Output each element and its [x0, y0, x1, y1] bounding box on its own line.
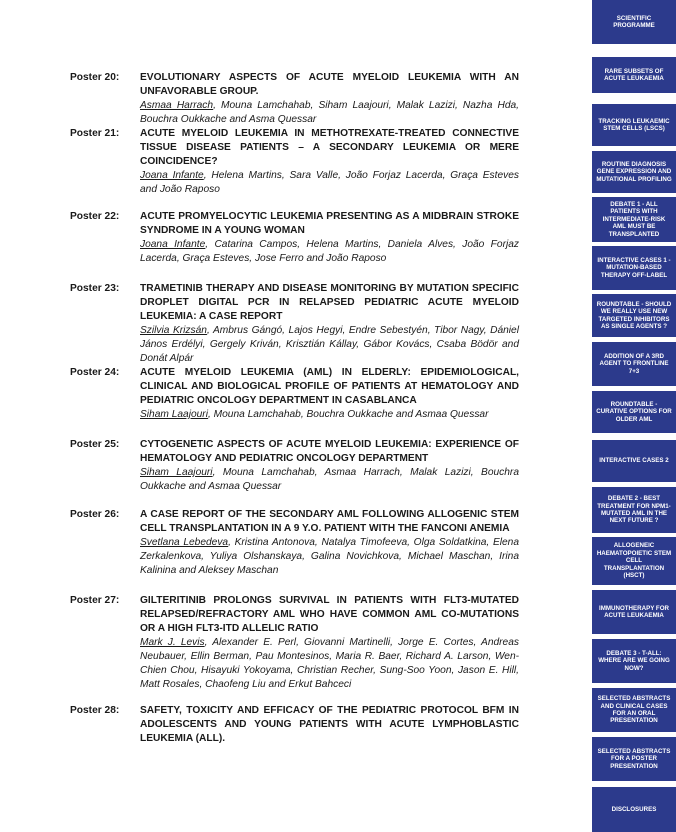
poster-title: A CASE REPORT OF THE SECONDARY AML FOLLOWING ALLOGENIC STEM CELL TRANSPLANTATION IN A 9 Y.O. PATIENT WITH THE FANCONI ANEMIA [140, 509, 519, 534]
presenting-author: Joana Infante [140, 239, 206, 250]
poster-number: Poster 20: [70, 72, 120, 83]
nav-disclosures[interactable]: DISCLOSURES [592, 787, 676, 832]
poster-number: Poster 21: [70, 128, 120, 139]
co-authors: , Helena Martins, Sara Valle, João Forjaz Lacerda, Graça Esteves and João Raposo [140, 170, 519, 195]
presenting-author: Siham Laajouri [140, 467, 213, 478]
poster-authors [140, 636, 519, 692]
poster-body [140, 704, 519, 746]
poster-title: EVOLUTIONARY ASPECTS OF ACUTE MYELOID LEUKEMIA WITH AN UNFAVORABLE GROUP. [140, 72, 519, 97]
co-authors: , Ambrus Gángó, Lajos Hegyi, Endre Sebestyén, Tibor Nagy, Dániel János Erdélyi, Gergely Kriván, Krisztián Kállay, Gábor Kovács, Csaba Bödör and Donát Alpár [140, 325, 519, 364]
poster-number: Poster 23: [70, 283, 120, 294]
co-authors: , Alexander E. Perl, Giovanni Martinelli, Jorge E. Cortes, Andreas Neubauer, Ellin Berman, Pau Montesinos, Maria R. Baer, Richard A. Larson, Wen-Chien Chou, Hisayuki Yokoyama, Christian Recher, Sung-Soo Yoon, Jason E. Hill, Matt Rosales, Chaofeng Liu and Erkut Bahceci [140, 637, 519, 690]
nav-tracking-lscs[interactable]: TRACKING LEUKAEMIC STEM CELLS (LSCS) [592, 104, 676, 146]
co-authors: , Mouna Lamchahab, Siham Laajouri, Malak Lazizi, Nazha Hda, Bouchra Oukkache and Asma Quessar [140, 100, 519, 125]
poster-number: Poster 28: [70, 705, 120, 716]
poster-title: CYTOGENETIC ASPECTS OF ACUTE MYELOID LEUKEMIA: EXPERIENCE OF HEMATOLOGY AND PEDIATRIC ONCOLOGY DEPARTMENT [140, 439, 519, 464]
nav-roundtable-targeted-inhibitors[interactable]: ROUNDTABLE - SHOULD WE REALLY USE NEW TARGETED INHIBITORS AS SINGLE AGENTS ? [592, 294, 676, 337]
poster-title: ACUTE PROMYELOCYTIC LEUKEMIA PRESENTING AS A MIDBRAIN STROKE SYNDROME IN A YOUNG WOMAN [140, 211, 519, 236]
poster-authors [140, 169, 519, 197]
sidebar-nav [592, 0, 676, 832]
co-authors: , Mouna Lamchahab, Bouchra Oukkache and Asmaa Quessar [207, 409, 489, 420]
nav-interactive-cases-2[interactable]: INTERACTIVE CASES 2 [592, 440, 676, 482]
poster-title: SAFETY, TOXICITY AND EFFICACY OF THE PEDIATRIC PROTOCOL BFM IN ADOLESCENTS AND YOUNG PATIENTS WITH ACUTE LYMPHOBLASTIC LEUKEMIA (ALL). [140, 705, 519, 744]
poster-number: Poster 24: [70, 367, 120, 378]
nav-debate-1[interactable]: DEBATE 1 - ALL PATIENTS WITH INTERMEDIATE-RISK AML MUST BE TRANSPLANTED [592, 197, 676, 242]
poster-body [140, 438, 519, 494]
poster-body [140, 366, 519, 422]
co-authors: , Mouna Lamchahab, Asmaa Harrach, Malak Lazizi, Bouchra Oukkache and Asmaa Quessar [140, 467, 519, 492]
nav-oral-presentation-abstracts[interactable]: SELECTED ABSTRACTS AND CLINICAL CASES FOR AN ORAL PRESENTATION [592, 688, 676, 732]
poster-title: ACUTE MYELOID LEUKEMIA (AML) IN ELDERLY: EPIDEMIOLOGICAL, CLINICAL AND BIOLOGICAL PROFILE OF PATIENTS AT HEMATOLOGY AND PEDIATRIC ONCOLOGY DEPARTMENT IN CASABLANCA [140, 367, 519, 406]
poster-title: GILTERITINIB PROLONGS SURVIVAL IN PATIENTS WITH FLT3-MUTATED RELAPSED/REFRACTORY AML WHO HAVE COMMON AML CO-MUTATIONS OR A HIGH FLT3-ITD ALLELIC RATIO [140, 595, 519, 634]
poster-number: Poster 27: [70, 595, 120, 606]
presenting-author: Siham Laajouri [140, 409, 208, 420]
presenting-author: Asmaa Harrach [140, 100, 214, 111]
presenting-author: Szilvia Krizsán [140, 325, 207, 336]
presenting-author: Mark J. Levis [140, 637, 205, 648]
poster-body [140, 127, 519, 197]
poster-authors [140, 536, 519, 578]
poster-authors [140, 408, 519, 422]
poster-authors [140, 238, 519, 266]
co-authors: , Kristina Antonova, Natalya Timofeeva, Olga Soldatkina, Elena Zerkalenkova, Yuliya Olshanskaya, Galina Novichkova, Michael Maschan, Irina Kalinina and Aleksey Maschan [140, 537, 520, 576]
nav-poster-presentation-abstracts[interactable]: SELECTED ABSTRACTS FOR A POSTER PRESENTATION [592, 737, 676, 781]
nav-debate-2[interactable]: DEBATE 2 - BEST TREATMENT FOR NPM1-MUTATED AML IN THE NEXT FUTURE ? [592, 487, 676, 533]
nav-routine-diagnosis[interactable]: ROUTINE DIAGNOSIS GENE EXPRESSION AND MUTATIONAL PROFILING [592, 151, 676, 193]
nav-allogeneic-hsct[interactable]: ALLOGENEIC HAEMATOPOIETIC STEM CELL TRANSPLANTATION (HSCT) [592, 537, 676, 585]
poster-authors [140, 99, 519, 127]
poster-number: Poster 26: [70, 509, 120, 520]
poster-number: Poster 22: [70, 211, 120, 222]
poster-body [140, 282, 519, 366]
poster-number: Poster 25: [70, 439, 120, 450]
poster-body [140, 71, 519, 127]
poster-authors [140, 324, 519, 366]
poster-body [140, 594, 519, 692]
nav-interactive-cases-1[interactable]: INTERACTIVE CASES 1 - MUTATION-BASED THERAPY OFF-LABEL [592, 246, 676, 290]
nav-third-agent-frontline[interactable]: ADDITION OF A 3RD AGENT TO FRONTLINE 7+3 [592, 342, 676, 386]
poster-body [140, 508, 519, 578]
nav-debate-3[interactable]: DEBATE 3 - T-ALL: WHERE ARE WE GOING NOW? [592, 639, 676, 683]
poster-authors [140, 466, 519, 494]
poster-body [140, 210, 519, 266]
nav-rare-subsets[interactable]: RARE SUBSETS OF ACUTE LEUKAEMIA [592, 57, 676, 93]
nav-roundtable-older-aml[interactable]: ROUNDTABLE - CURATIVE OPTIONS FOR OLDER AML [592, 391, 676, 433]
presenting-author: Svetlana Lebedeva [140, 537, 229, 548]
poster-title: TRAMETINIB THERAPY AND DISEASE MONITORING BY MUTATION SPECIFIC DROPLET DIGITAL PCR IN RELAPSED PEDIATRIC ACUTE MYELOID LEUKEMIA: A CASE REPORT [140, 283, 519, 322]
co-authors: , Catarina Campos, Helena Martins, Daniela Alves, João Forjaz Lacerda, Graça Esteves, Jose Ferro and João Raposo [140, 239, 519, 264]
poster-title: ACUTE MYELOID LEUKEMIA IN METHOTREXATE-TREATED CONNECTIVE TISSUE DISEASE PATIENTS – A SECONDARY LEUKEMIA OR MERE COINCIDENCE? [140, 128, 519, 167]
nav-scientific-programme[interactable]: SCIENTIFIC PROGRAMME [592, 0, 676, 44]
presenting-author: Joana Infante [140, 170, 204, 181]
nav-immunotherapy[interactable]: IMMUNOTHERAPY FOR ACUTE LEUKAEMIA [592, 590, 676, 634]
